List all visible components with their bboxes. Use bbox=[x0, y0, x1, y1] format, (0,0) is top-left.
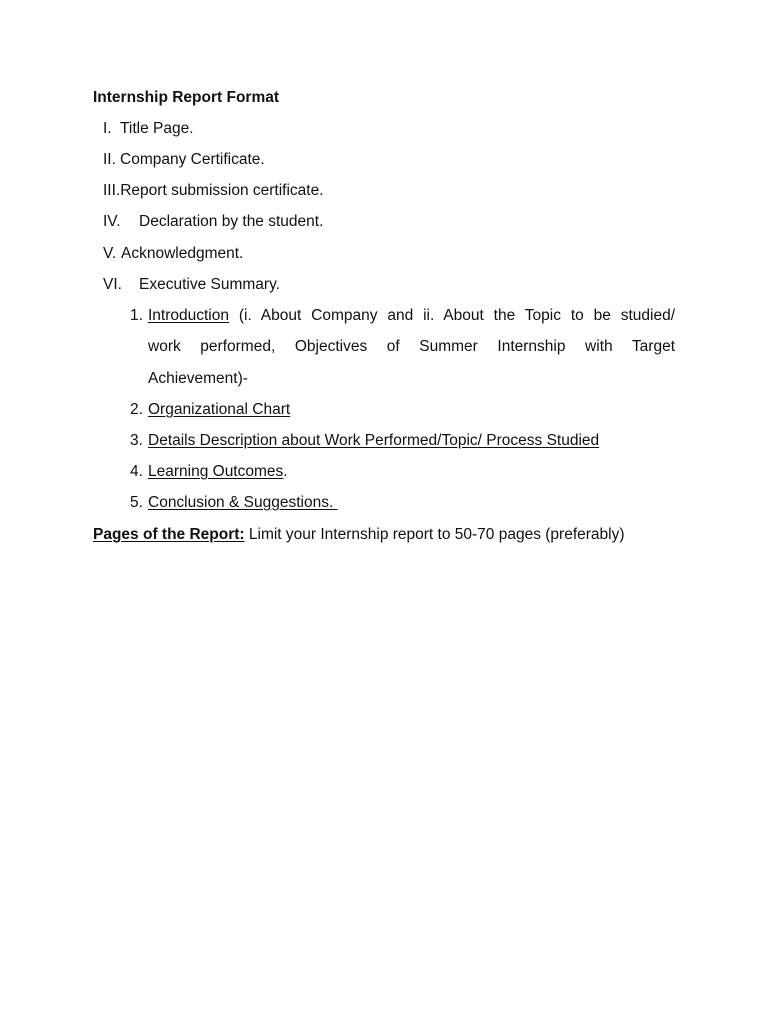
list-item-title-page bbox=[103, 119, 194, 139]
sub-item-details-description bbox=[130, 431, 675, 451]
sub-list-number: 2. bbox=[130, 401, 143, 418]
list-number: V. bbox=[103, 245, 117, 262]
sub-list-number: 1. bbox=[130, 307, 143, 324]
list-item-report-submission-certificate bbox=[103, 181, 324, 201]
list-item-text: Acknowledgment. bbox=[121, 245, 244, 262]
sub-item-suffix: . bbox=[283, 463, 288, 480]
list-number: IV. bbox=[103, 213, 121, 230]
list-item-text: Title Page. bbox=[120, 120, 194, 137]
list-number: III. bbox=[103, 182, 121, 199]
sub-item-learning-outcomes bbox=[130, 462, 675, 482]
pages-of-report-note bbox=[93, 525, 625, 545]
list-number: II. bbox=[103, 151, 116, 168]
introduction-text-2: work performed, Objectives of Summer Internship with Target bbox=[148, 338, 675, 355]
list-item-text: Executive Summary. bbox=[139, 276, 280, 293]
pages-text: Limit your Internship report to 50-70 pages (preferably) bbox=[244, 526, 625, 543]
list-item-text: Company Certificate. bbox=[120, 151, 265, 168]
introduction-text-1: (i. About Company and ii. About the Topic to be studied/ bbox=[238, 307, 676, 324]
list-number: VI. bbox=[103, 276, 122, 293]
list-number: I. bbox=[103, 120, 112, 137]
organizational-chart-link: Organizational Chart bbox=[148, 401, 291, 418]
pages-label: Pages of the Report: bbox=[93, 526, 245, 543]
sub-item-organizational-chart bbox=[130, 400, 675, 420]
sub-list-number: 4. bbox=[130, 463, 143, 480]
document-title: Internship Report Format bbox=[93, 89, 280, 106]
list-item-executive-summary bbox=[103, 275, 280, 295]
list-item-text: Declaration by the student. bbox=[139, 213, 324, 230]
sub-list-number: 3. bbox=[130, 432, 143, 449]
introduction-line-1 bbox=[148, 306, 675, 326]
sub-item-conclusion bbox=[130, 493, 675, 513]
details-description-link: Details Description about Work Performed/Topic/ Process Studied bbox=[148, 432, 600, 449]
list-item-text: Report submission certificate. bbox=[120, 182, 324, 199]
introduction-line-2 bbox=[148, 337, 675, 357]
sub-list-number: 5. bbox=[130, 494, 143, 511]
learning-outcomes-link: Learning Outcomes bbox=[148, 463, 284, 480]
list-item-acknowledgment bbox=[103, 244, 243, 264]
introduction-link: Introduction bbox=[148, 307, 229, 324]
introduction-line-3 bbox=[148, 369, 675, 389]
list-item-declaration bbox=[103, 212, 323, 232]
conclusion-link: Conclusion & Suggestions. bbox=[148, 494, 338, 511]
introduction-text-3: Achievement)- bbox=[148, 370, 248, 387]
list-item-company-certificate bbox=[103, 150, 265, 170]
